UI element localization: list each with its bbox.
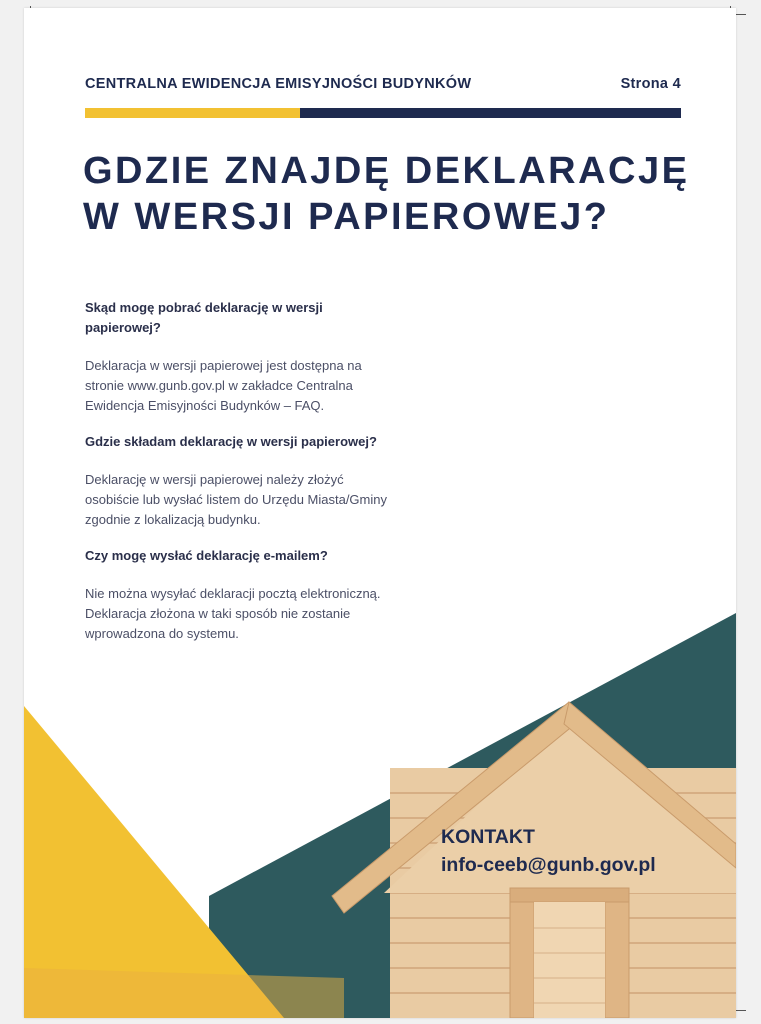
faq-answer: Deklaracja w wersji papierowej jest dostępna na stronie www.gunb.gov.pl w zakładce Centralna Ewidencja Emisyjności Budynków – FAQ.: [85, 358, 362, 413]
crop-mark: [736, 14, 746, 15]
faq-answer: Nie można wysyłać deklaracji pocztą elektroniczną. Deklaracja złożona w taki sposób nie zostanie wprowadzona do systemu.: [85, 586, 381, 641]
page-number: Strona 4: [620, 76, 681, 92]
header-title: CENTRALNA EWIDENCJA EMISYJNOŚCI BUDYNKÓW: [85, 76, 472, 92]
faq-question: Czy mogę wysłać deklarację e-mailem?: [85, 548, 328, 563]
contact-label: KONTAKT: [441, 826, 535, 848]
title-line-2: W WERSJI PAPIEROWEJ?: [83, 196, 610, 238]
faq-question: Skąd mogę pobrać deklarację w wersji papierowej?: [85, 300, 323, 335]
faq-question: Gdzie składam deklarację w wersji papierowej?: [85, 434, 377, 449]
contact-email[interactable]: info-ceeb@gunb.gov.pl: [441, 854, 656, 876]
contact-block: [441, 823, 656, 879]
document-page: [24, 8, 736, 1018]
faq-answer: Deklarację w wersji papierowej należy złożyć osobiście lub wysłać listem do Urzędu Miasta/Gminy zgodnie z lokalizacją budynku.: [85, 472, 387, 527]
crop-mark: [736, 1010, 746, 1011]
title-line-1: GDZIE ZNAJDĘ DEKLARACJĘ: [83, 150, 690, 192]
